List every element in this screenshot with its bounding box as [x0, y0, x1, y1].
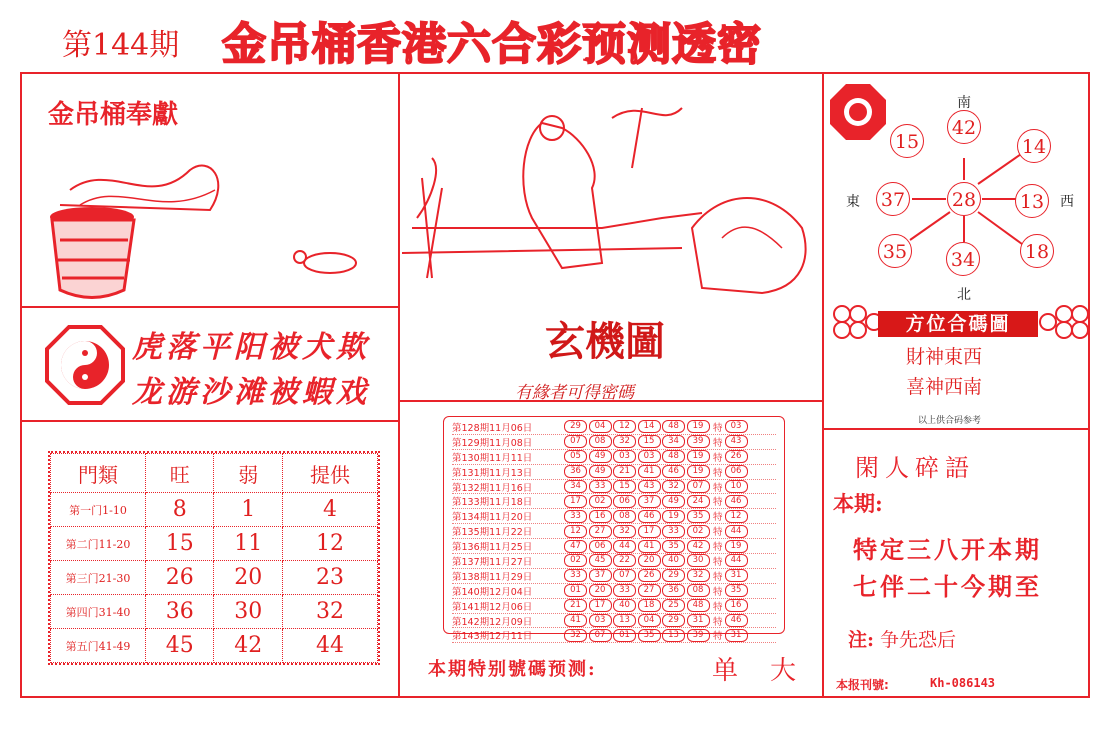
history-ball: 33 [613, 584, 636, 597]
caishen-text: 財神東西 [906, 346, 983, 368]
history-ball: 32 [613, 525, 636, 538]
special-marker: 特 [713, 467, 723, 479]
history-date: 第143期12月11日 [452, 631, 533, 643]
history-row [452, 509, 776, 524]
history-ball: 04 [638, 614, 661, 627]
history-ball: 21 [564, 599, 587, 612]
history-ball: 32 [613, 435, 636, 448]
ruo-value: 30 [214, 595, 282, 629]
bucket-illustration [40, 150, 240, 305]
compass-number: 37 [876, 182, 910, 216]
history-ball: 27 [589, 525, 612, 538]
history-ball: 13 [662, 629, 685, 642]
history-ball: 02 [564, 554, 587, 567]
history-ball: 06 [613, 495, 636, 508]
history-ball: 07 [564, 435, 587, 448]
history-date: 第138期11月29日 [452, 571, 533, 583]
divider [822, 72, 824, 698]
history-ball: 19 [687, 450, 710, 463]
divider [822, 428, 1090, 430]
history-row [452, 480, 776, 495]
history-ball: 29 [662, 569, 685, 582]
special-marker: 特 [713, 527, 723, 539]
history-ball: 19 [662, 510, 685, 523]
brand-label: 金吊桶奉獻 [48, 100, 179, 130]
wang-value: 15 [146, 527, 214, 561]
history-row [452, 539, 776, 554]
history-date: 第128期11月06日 [452, 422, 533, 434]
history-special-ball: 10 [725, 480, 748, 493]
col-header: 弱 [214, 454, 282, 493]
wang-value: 45 [146, 629, 214, 663]
history-ball: 49 [589, 450, 612, 463]
history-row [452, 494, 776, 509]
table-row [51, 629, 378, 663]
history-special-ball: 12 [725, 510, 748, 523]
divider [20, 306, 400, 308]
history-special-ball: 16 [725, 599, 748, 612]
history-ball: 16 [589, 510, 612, 523]
tigong-value: 12 [282, 527, 377, 561]
history-ball: 48 [662, 450, 685, 463]
history-ball: 02 [589, 495, 612, 508]
history-ball: 08 [687, 584, 710, 597]
publication-label: 本报刊號: [836, 678, 889, 692]
xianren-title: 閑人碎語 [855, 454, 975, 482]
direction-label: 東 [846, 194, 860, 210]
compass-number: 14 [1017, 129, 1051, 163]
history-ball: 46 [638, 510, 661, 523]
history-special-ball: 31 [725, 629, 748, 642]
history-ball: 01 [613, 629, 636, 642]
xishen-text: 喜神西南 [906, 376, 983, 398]
history-ball: 08 [613, 510, 636, 523]
special-marker: 特 [713, 437, 723, 449]
door-label: 第四门31-40 [51, 595, 146, 629]
poem-line-1: 虎落平阳被犬欺 [132, 330, 370, 365]
wang-value: 26 [146, 561, 214, 595]
poem-line-2: 龙游沙滩被蝦戏 [132, 375, 370, 410]
compass-number: 15 [890, 124, 924, 158]
history-ball: 41 [638, 540, 661, 553]
history-ball: 35 [687, 510, 710, 523]
door-label: 第一门1-10 [51, 493, 146, 527]
issue-number: 第144期 [62, 28, 180, 63]
history-date: 第132期11月16日 [452, 482, 533, 494]
history-special-ball: 26 [725, 450, 748, 463]
history-ball: 48 [687, 599, 710, 612]
history-ball: 40 [613, 599, 636, 612]
special-marker: 特 [713, 586, 723, 598]
history-date: 第130期11月11日 [452, 452, 533, 464]
history-special-ball: 31 [725, 569, 748, 582]
history-ball: 44 [613, 540, 636, 553]
history-ball: 08 [589, 435, 612, 448]
history-ball: 43 [638, 480, 661, 493]
divider [20, 420, 400, 422]
special-marker: 特 [713, 556, 723, 568]
col-header: 旺 [146, 454, 214, 493]
history-ball: 42 [687, 540, 710, 553]
history-ball: 14 [638, 420, 661, 433]
history-ball: 31 [687, 614, 710, 627]
history-ball: 41 [638, 465, 661, 478]
history-ball: 32 [662, 480, 685, 493]
history-special-ball: 46 [725, 495, 748, 508]
history-special-ball: 03 [725, 420, 748, 433]
history-ball: 07 [613, 569, 636, 582]
direction-label: 北 [957, 287, 971, 303]
history-ball: 19 [687, 465, 710, 478]
history-ball: 17 [589, 599, 612, 612]
history-ball: 17 [564, 495, 587, 508]
history-special-ball: 19 [725, 540, 748, 553]
history-ball: 34 [564, 480, 587, 493]
special-marker: 特 [713, 616, 723, 628]
ruo-value: 1 [214, 493, 282, 527]
history-ball: 40 [662, 554, 685, 567]
animal-icon [290, 243, 365, 278]
history-row [452, 614, 776, 629]
history-special-ball: 35 [725, 584, 748, 597]
ruo-value: 20 [214, 561, 282, 595]
history-ball: 24 [687, 495, 710, 508]
special-marker: 特 [713, 497, 723, 509]
history-date: 第133期11月18日 [452, 497, 533, 509]
history-ball: 48 [662, 420, 685, 433]
note-value: 争先恐后 [880, 629, 957, 651]
history-special-ball: 44 [725, 525, 748, 538]
history-ball: 07 [589, 629, 612, 642]
history-ball: 32 [687, 569, 710, 582]
fangwei-title: 方位合碼圖 [878, 311, 1038, 337]
history-date: 第142期12月09日 [452, 616, 533, 628]
xuanji-title: 玄機圖 [545, 318, 665, 365]
col-header: 門類 [51, 454, 146, 493]
history-ball: 27 [638, 584, 661, 597]
table-row [51, 493, 378, 527]
door-table [48, 451, 380, 665]
door-label: 第五门41-49 [51, 629, 146, 663]
hint-line-1: 特定三八开本期 [853, 535, 1042, 564]
history-row [452, 554, 776, 569]
history-ball: 29 [662, 614, 685, 627]
history-special-ball: 06 [725, 465, 748, 478]
history-ball: 02 [687, 525, 710, 538]
history-date: 第135期11月22日 [452, 527, 533, 539]
history-ball: 03 [638, 450, 661, 463]
special-marker: 特 [713, 452, 723, 464]
history-ball: 30 [687, 554, 710, 567]
publication-number: Kh-086143 [930, 676, 996, 690]
tigong-value: 4 [282, 493, 377, 527]
history-ball: 33 [564, 569, 587, 582]
history-ball: 34 [662, 435, 685, 448]
history-ball: 07 [687, 480, 710, 493]
special-marker: 特 [713, 422, 723, 434]
special-marker: 特 [713, 571, 723, 583]
history-row [452, 465, 776, 480]
direction-label: 南 [957, 95, 971, 111]
history-ball: 37 [589, 569, 612, 582]
tigong-value: 23 [282, 561, 377, 595]
history-ball: 12 [564, 525, 587, 538]
history-ball: 19 [687, 420, 710, 433]
history-ball: 15 [613, 480, 636, 493]
history-ball: 49 [662, 495, 685, 508]
history-row [452, 599, 776, 614]
history-ball: 18 [638, 599, 661, 612]
history-ball: 45 [589, 554, 612, 567]
compass-number: 35 [878, 234, 912, 268]
hint-line-2: 七伴二十今期至 [853, 572, 1042, 601]
history-special-ball: 46 [725, 614, 748, 627]
page-title: 金吊桶香港六合彩预测透密 [222, 19, 762, 70]
history-ball: 46 [662, 465, 685, 478]
history-ball: 17 [638, 525, 661, 538]
history-row [452, 569, 776, 584]
col-header: 提供 [282, 454, 377, 493]
tigong-value: 32 [282, 595, 377, 629]
history-ball: 25 [662, 599, 685, 612]
history-ball: 39 [687, 629, 710, 642]
history-ball: 33 [662, 525, 685, 538]
history-ball: 41 [564, 614, 587, 627]
history-ball: 35 [638, 629, 661, 642]
history-ball: 35 [662, 540, 685, 553]
history-date: 第136期11月25日 [452, 542, 533, 554]
ruo-value: 11 [214, 527, 282, 561]
special-value: 单 [712, 656, 739, 686]
history-ball: 49 [589, 465, 612, 478]
table-row [51, 527, 378, 561]
history-ball: 33 [564, 510, 587, 523]
history-special-ball: 43 [725, 435, 748, 448]
history-date: 第140期12月04日 [452, 586, 533, 598]
history-ball: 29 [564, 420, 587, 433]
history-ball: 15 [638, 435, 661, 448]
history-row [452, 584, 776, 599]
history-ball: 36 [662, 584, 685, 597]
special-marker: 特 [713, 482, 723, 494]
history-ball: 36 [564, 465, 587, 478]
history-row [452, 420, 776, 435]
special-marker: 特 [713, 512, 723, 524]
history-row [452, 435, 776, 450]
history-date: 第141期12月06日 [452, 601, 533, 613]
history-ball: 13 [613, 614, 636, 627]
history-ball: 03 [613, 450, 636, 463]
history-ball: 26 [638, 569, 661, 582]
history-ball: 03 [589, 614, 612, 627]
history-ball: 20 [638, 554, 661, 567]
xuanji-subtitle: 有緣者可得密碼 [515, 383, 634, 403]
tigong-value: 44 [282, 629, 377, 663]
history-row [452, 524, 776, 539]
table-row [51, 561, 378, 595]
history-ball: 21 [613, 465, 636, 478]
compass-number: 18 [1020, 234, 1054, 268]
compass-number: 34 [946, 242, 980, 276]
history-date: 第137期11月27日 [452, 556, 533, 568]
special-marker: 特 [713, 601, 723, 613]
history-special-ball: 44 [725, 554, 748, 567]
special-value: 大 [770, 656, 797, 686]
special-label: 本期特别號碼预测: [428, 659, 597, 680]
direction-label: 西 [1060, 194, 1074, 210]
history-row [452, 628, 776, 643]
history-list [443, 416, 785, 643]
history-ball: 05 [564, 450, 587, 463]
history-ball: 12 [613, 420, 636, 433]
special-marker: 特 [713, 631, 723, 643]
history-ball: 37 [638, 495, 661, 508]
history-date: 第131期11月13日 [452, 467, 533, 479]
door-label: 第二门11-20 [51, 527, 146, 561]
lady-illustration [402, 78, 820, 303]
table-row [51, 595, 378, 629]
history-row [452, 450, 776, 465]
reference-note: 以上供合码参考 [918, 416, 982, 426]
ruo-value: 42 [214, 629, 282, 663]
special-marker: 特 [713, 542, 723, 554]
benqi-label: 本期: [833, 491, 883, 516]
wang-value: 8 [146, 493, 214, 527]
divider [398, 72, 400, 698]
note-label: 注: [848, 629, 875, 651]
history-ball: 20 [589, 584, 612, 597]
history-ball: 39 [687, 435, 710, 448]
history-ball: 22 [613, 554, 636, 567]
history-ball: 04 [589, 420, 612, 433]
compass-number: 13 [1015, 184, 1049, 218]
history-ball: 47 [564, 540, 587, 553]
history-ball: 01 [564, 584, 587, 597]
door-label: 第三门21-30 [51, 561, 146, 595]
compass-center: 28 [947, 182, 981, 216]
history-date: 第134期11月20日 [452, 512, 533, 524]
history-ball: 06 [589, 540, 612, 553]
compass-number: 42 [947, 110, 981, 144]
wang-value: 36 [146, 595, 214, 629]
history-date: 第129期11月08日 [452, 437, 533, 449]
history-ball: 33 [589, 480, 612, 493]
history-ball: 32 [564, 629, 587, 642]
yin-yang-icon [45, 325, 125, 405]
